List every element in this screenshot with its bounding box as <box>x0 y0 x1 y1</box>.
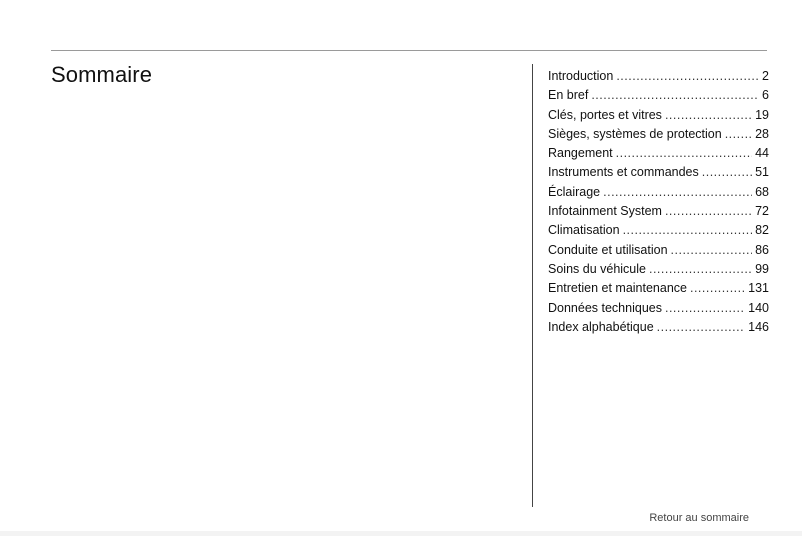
toc-entry-page: 2 <box>762 69 769 83</box>
toc-entry-page: 86 <box>755 242 769 257</box>
toc-entry-index-alphabetique[interactable] <box>548 318 769 337</box>
toc-entry-en-bref[interactable] <box>548 86 769 105</box>
toc-entry-page: 72 <box>755 204 769 219</box>
toc-entry-page: 28 <box>755 126 769 141</box>
toc-entry-label: Climatisation <box>548 223 620 238</box>
toc-entry-sieges-protection[interactable] <box>548 125 769 144</box>
toc-entry-label: Conduite et utilisation <box>548 242 668 257</box>
toc-entry-instruments-commandes[interactable] <box>548 163 769 182</box>
toc-entry-introduction[interactable] <box>548 67 769 86</box>
bottom-strip <box>0 531 802 536</box>
toc-entry-donnees-techniques[interactable] <box>548 299 769 318</box>
toc-entry-page: 99 <box>755 261 769 276</box>
dot-leader <box>665 106 752 125</box>
toc-entry-infotainment-system[interactable] <box>548 202 769 221</box>
toc-entry-label: En bref <box>548 88 589 103</box>
toc-entry-label: Soins du véhicule <box>548 261 646 276</box>
toc-entry-label: Données techniques <box>548 300 662 315</box>
toc-entry-page: 131 <box>748 281 769 296</box>
toc-entry-label: Entretien et maintenance <box>548 281 687 296</box>
toc-entry-climatisation[interactable] <box>548 221 769 240</box>
dot-leader <box>616 67 759 86</box>
toc-entry-label: Introduction <box>548 69 614 83</box>
toc-entry-label: Index alphabétique <box>548 319 654 334</box>
toc-entry-conduite-utilisation[interactable] <box>548 241 769 260</box>
toc-entry-cles-portes-vitres[interactable] <box>548 106 769 125</box>
dot-leader <box>725 125 752 144</box>
page-title: Sommaire <box>51 62 153 87</box>
column-divider <box>532 64 533 507</box>
toc-entry-label: Sièges, systèmes de protection <box>548 126 722 141</box>
toc-entry-page: 140 <box>748 300 769 315</box>
toc-entry-page: 6 <box>762 88 769 103</box>
toc-entry-label: Infotainment System <box>548 204 662 219</box>
toc-entry-page: 44 <box>755 146 769 161</box>
toc-entry-rangement[interactable] <box>548 144 769 163</box>
dot-leader <box>591 86 759 105</box>
toc-entry-label: Éclairage <box>548 184 601 199</box>
dot-leader <box>690 279 745 298</box>
dot-leader <box>649 260 752 279</box>
top-rule <box>51 50 767 51</box>
dot-leader <box>657 318 745 337</box>
toc-entry-page: 82 <box>755 223 769 238</box>
toc-entry-entretien-maintenance[interactable] <box>548 279 769 298</box>
toc-entry-soins-vehicule[interactable] <box>548 260 769 279</box>
toc-entry-page: 68 <box>755 184 769 199</box>
dot-leader <box>671 241 753 260</box>
dot-leader <box>665 299 745 318</box>
toc-entry-label: Clés, portes et vitres <box>548 107 662 122</box>
toc-entry-label: Instruments et commandes <box>548 165 699 180</box>
table-of-contents <box>548 67 769 337</box>
dot-leader <box>702 163 752 182</box>
toc-entry-page: 51 <box>755 165 769 180</box>
back-to-contents-link[interactable]: Retour au sommaire <box>649 512 749 524</box>
dot-leader <box>623 221 753 240</box>
toc-entry-eclairage[interactable] <box>548 183 769 202</box>
dot-leader <box>603 183 752 202</box>
toc-entry-label: Rangement <box>548 146 613 161</box>
dot-leader <box>665 202 752 221</box>
dot-leader <box>616 144 752 163</box>
toc-entry-page: 19 <box>755 107 769 122</box>
toc-entry-page: 146 <box>748 319 769 334</box>
